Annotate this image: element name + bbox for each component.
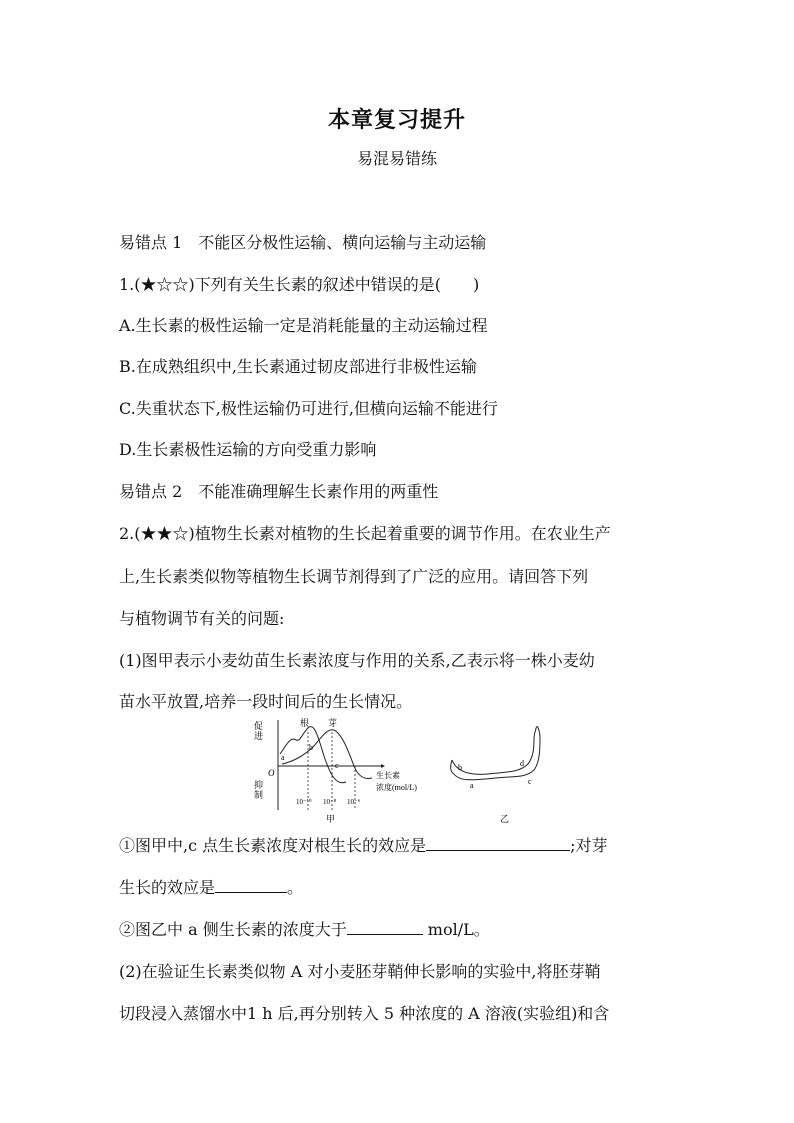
question-1-option-c: C.失重状态下,极性运输仍可进行,但横向运输不能进行 [119,399,498,418]
answer-blank-bud-effect[interactable] [215,878,287,893]
question-2-part2-line: 切段浸入蒸馏水中1 h 后,再分别转入 5 种浓度的 A 溶液(实验组)和含 [119,1004,610,1023]
auxin-figure [252,716,552,830]
question-2-sub1-line1 [119,836,608,856]
root-label: 根 [300,718,310,728]
question-2-stem-line: 2.(★★☆)植物生长素对植物的生长起着重要的调节作用。在农业生产 [119,524,611,543]
question-2-stem-line: 与植物调节有关的问题: [119,609,285,628]
yi-a-label: a [470,781,474,790]
root-curve [280,727,346,783]
question-2-sub2 [119,920,490,940]
point-c-label: c [335,761,339,770]
sub1-prompt-tail: ;对芽 [570,836,608,855]
sub1-prompt: ①图甲中,c 点生长素浓度对根生长的效应是 [119,836,427,855]
tick-1e-10: 10⁻¹⁰ [296,798,312,806]
origin-label: O [268,768,275,778]
caption-jia: 甲 [326,814,336,824]
question-1-option-d: D.生长素极性运输的方向受重力影响 [119,440,377,459]
y-label-inhibit-2: 制 [254,790,264,800]
sub1-prompt-2: 生长的效应是 [119,878,216,897]
question-2-part1-line: 苗水平放置,培养一段时间后的生长情况。 [119,692,413,711]
yi-c-label: c [528,777,532,786]
yi-d-label: d [520,759,524,768]
y-label-promote-1: 促 [254,721,264,731]
answer-blank-concentration[interactable] [347,920,423,935]
point-b-label: b [309,743,313,752]
question-2-part2-line: (2)在验证生长素类似物 A 对小麦胚芽鞘伸长影响的实验中,将胚芽鞘 [119,962,601,981]
tick-1e-6: 10⁻⁶ [347,798,361,806]
yi-b-label: b [458,763,462,772]
question-2-sub1-line2 [119,878,303,898]
section-heading-1: 易错点 1 不能区分极性运输、横向运输与主动运输 [119,233,487,252]
point-a-label: a [281,753,285,762]
page-title: 本章复习提升 [327,108,466,133]
caption-yi: 乙 [500,814,510,824]
seedling-shoot-tip [536,727,538,729]
question-1-option-b: B.在成熟组织中,生长素通过韧皮部进行非极性运输 [119,357,477,376]
section-heading-2: 易错点 2 不能准确理解生长素作用的两重性 [119,482,439,501]
sub2-prompt: ②图乙中 a 侧生长素的浓度大于 [119,920,347,939]
answer-blank-root-effect[interactable] [426,836,570,851]
x-label-line1: 生长素 [376,771,400,780]
question-1-stem: 1.(★☆☆)下列有关生长素的叙述中错误的是( ) [119,275,480,294]
bud-curve [282,730,372,779]
question-2-stem-line: 上,生长素类似物等植物生长调节剂得到了广泛的应用。请回答下列 [119,567,589,586]
page-subtitle: 易混易错练 [356,149,437,168]
seedling-lower-edge [454,728,540,780]
question-1-option-a: A.生长素的极性运输一定是消耗能量的主动运输过程 [119,316,488,335]
sub2-prompt-tail: mol/L。 [422,920,490,939]
bud-label: 芽 [328,718,338,728]
sub1-prompt-2-tail: 。 [287,878,304,897]
y-label-promote-2: 进 [254,731,264,741]
tick-1e-8: 10⁻⁸ [323,798,337,806]
y-label-inhibit-1: 抑 [254,780,264,790]
question-2-part1-line: (1)图甲表示小麦幼苗生长素浓度与作用的关系,乙表示将一株小麦幼 [119,651,595,670]
x-axis-arrow [381,764,385,768]
x-label-line2: 浓度(mol/L) [376,783,417,792]
